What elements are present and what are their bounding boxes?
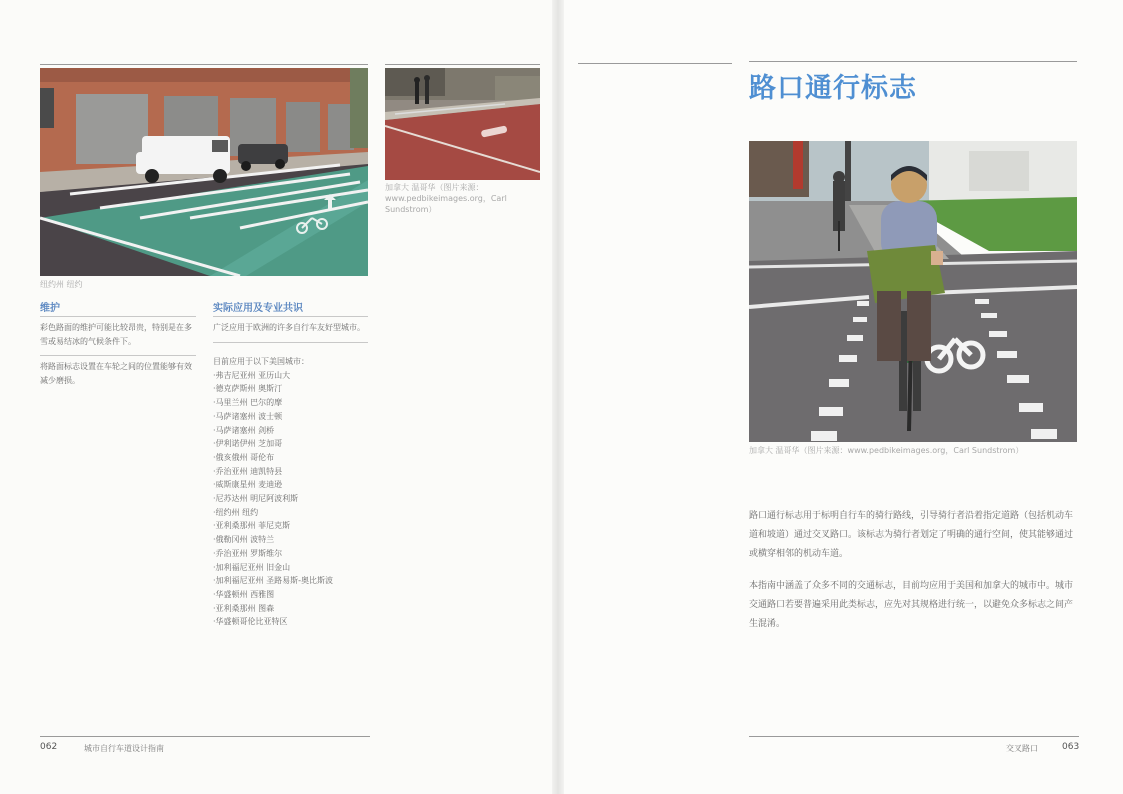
practice-paragraph: 广泛应用于欧洲的许多自行车友好型城市。 [213, 323, 365, 332]
list-item: ·乔治亚州 罗斯维尔 [213, 548, 283, 558]
list-item: ·乔治亚州 迪凯特县 [213, 466, 283, 476]
section-rule [40, 316, 196, 317]
city-list [213, 355, 333, 629]
list-item: ·纽约州 纽约 [213, 507, 259, 517]
list-item: ·加利福尼亚州 圣路易斯-奥比斯波 [213, 576, 333, 586]
photo-green-bike-lane [40, 68, 368, 276]
top-rule [749, 61, 1077, 62]
list-item: ·俄勒冈州 波特兰 [213, 535, 275, 545]
page-number-right: 063 [1062, 742, 1080, 752]
top-rule [40, 64, 368, 65]
maintenance-paragraph-2: 将路面标志设置在车轮之间的位置能够有效减少磨损。 [40, 362, 192, 385]
city-list-intro: 目前应用于以下美国城市： [213, 357, 309, 366]
list-item: ·马里兰州 巴尔的摩 [213, 398, 283, 408]
list-item: ·马萨诸塞州 剑桥 [213, 425, 275, 435]
section-rule [213, 342, 368, 343]
section-name-footer: 交叉路口 [1006, 744, 1038, 753]
page-number-left: 062 [40, 742, 58, 752]
practice-heading: 实际应用及专业共识 [213, 303, 303, 314]
list-item: ·加利福尼亚州 旧金山 [213, 562, 291, 572]
list-item: ·德克萨斯州 奥斯汀 [213, 384, 283, 394]
list-item: ·威斯康星州 麦迪逊 [213, 480, 283, 490]
photo-intersection-crossing [749, 141, 1077, 442]
footer-rule [40, 736, 370, 737]
footer-rule [749, 736, 1079, 737]
list-item: ·弗吉尼亚州 亚历山大 [213, 370, 291, 380]
list-item: ·俄亥俄州 哥伦布 [213, 452, 275, 462]
list-item: ·尼苏达州 明尼阿波利斯 [213, 494, 299, 504]
top-rule [578, 63, 732, 64]
list-item: ·华盛顿州 西雅图 [213, 589, 275, 599]
book-title-footer: 城市自行车道设计指南 [84, 744, 164, 753]
section-rule [40, 355, 196, 356]
intro-paragraph: 路口通行标志用于标明自行车的骑行路线，引导骑行者沿着指定道路（包括机动车道和坡道）通过交叉路口。该标志为骑行者划定了明确的通行空间，使其能够通过或横穿相邻的机动车道。 [749, 511, 1074, 559]
photo2-caption: 加拿大 温哥华（图片来源：www.pedbikeimages.org，Carl Sundstrom） [385, 183, 507, 214]
maintenance-paragraph-1: 彩色路面的维护可能比较昂贵，特别是在多雪或易结冰的气候条件下。 [40, 323, 192, 346]
photo-caption: 加拿大 温哥华（图片来源：www.pedbikeimages.org，Carl Sundstrom） [749, 446, 1024, 455]
list-item: ·亚利桑那州 菲尼克斯 [213, 521, 291, 531]
section-rule [213, 316, 368, 317]
list-item: ·马萨诸塞州 波士顿 [213, 411, 283, 421]
page-title: 路口通行标志 [749, 73, 917, 104]
photo-red-bike-lane [385, 68, 540, 180]
list-item: ·亚利桑那州 图森 [213, 603, 275, 613]
photo1-caption: 纽约州 纽约 [40, 280, 83, 289]
list-item: ·伊利诺伊州 芝加哥 [213, 439, 283, 449]
guide-paragraph: 本指南中涵盖了众多不同的交通标志，目前均应用于美国和加拿大的城市中。城市交通路口若要普遍采用此类标志，应先对其规格进行统一，以避免众多标志之间产生混淆。 [749, 581, 1074, 629]
maintenance-heading: 维护 [40, 303, 60, 314]
top-rule [385, 64, 540, 65]
list-item: ·华盛顿哥伦比亚特区 [213, 617, 288, 627]
book-spine [552, 0, 564, 794]
